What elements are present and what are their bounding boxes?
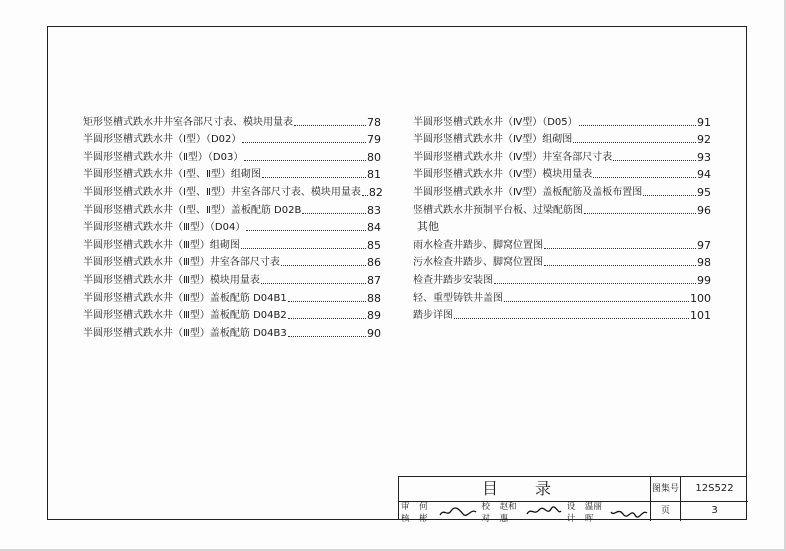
toc-entry-title: 半圆形竖槽式跌水井（Ⅲ型）组砌图 [83,239,240,251]
toc-entry-page: 89 [367,309,381,323]
toc-entry [83,322,381,340]
toc-entry [413,305,711,323]
toc-entry-title: 半圆形竖槽式跌水井（Ⅲ型）盖板配筋 D04B1 [83,292,287,304]
dot-leader [613,160,696,161]
toc-entry [83,164,381,182]
dot-leader [281,265,366,266]
toc-entry-title: 检查井踏步安装图 [413,274,493,286]
toc-entry [413,111,711,129]
toc-entry [413,199,711,217]
dot-leader [544,265,696,266]
dot-leader [504,301,689,302]
dot-leader [294,125,366,126]
toc-entry [413,146,711,164]
toc-entry-page: 98 [697,256,711,270]
dot-leader [584,213,696,214]
signature-row [399,501,651,524]
toc-entry-title: 半圆形竖槽式跌水井（Ⅰ型）（D02） [83,134,242,146]
toc-entry-page: 96 [697,203,711,217]
dot-leader [593,177,696,178]
toc-entry [83,181,381,199]
toc-entry [413,164,711,182]
dot-leader [242,142,366,143]
dot-leader [362,195,368,196]
toc-entry-title: 半圆形竖槽式跌水井（Ⅳ型）组砌图 [413,134,573,146]
title-block [398,476,747,524]
dot-leader [262,177,366,178]
review-label: 审核 [401,501,410,524]
dot-leader [288,336,366,337]
dot-leader [288,301,366,302]
toc-entry-page: 86 [367,256,381,270]
toc-entry-title: 半圆形竖槽式跌水井（Ⅳ型）井室各部尺寸表 [413,151,613,163]
toc-right-column [413,111,711,322]
toc-entry [413,181,711,199]
toc-entry-title: 半圆形竖槽式跌水井（Ⅲ型）模块用量表 [83,274,260,286]
page-label: 页 [651,502,681,521]
toc-entry-page: 82 [368,185,383,199]
checker-name: 赵和惠 [499,501,517,524]
toc-entry-title: 半圆形竖槽式跌水井（Ⅰ型、Ⅱ型）组砌图 [83,169,261,181]
toc-entry-page: 99 [697,273,711,287]
toc-entry [413,269,711,287]
toc-entry [83,146,381,164]
toc-entry-page: 100 [690,291,711,305]
toc-entry [413,129,711,147]
toc-entry-title: 半圆形竖槽式跌水井（Ⅲ型）盖板配筋 D04B2 [83,310,287,322]
dot-leader [261,283,366,284]
toc-entry [83,199,381,217]
designer-signature [608,506,650,518]
atlas-number-label: 图集号 [651,477,681,502]
designer-name: 温丽晖 [584,501,602,524]
toc-entry [83,305,381,323]
dot-leader [573,142,696,143]
toc-entry-title: 雨水检查井踏步、脚窝位置图 [413,239,543,251]
toc-entry-page: 97 [697,238,711,252]
page-number: 3 [711,505,718,516]
toc-entry-page: 91 [697,115,711,129]
toc-entry-page: 81 [367,168,381,182]
toc-entry-page: 101 [690,309,711,323]
toc-entry-title: 半圆形竖槽式跌水井（Ⅳ型）（D05） [413,116,578,128]
toc-entry-title: 半圆形竖槽式跌水井（Ⅲ型）（D04） [83,222,246,234]
dot-leader [288,318,366,319]
dot-leader [244,160,366,161]
toc-entry-title: 半圆形竖槽式跌水井（Ⅰ型、Ⅱ型）盖板配筋 D02B [83,204,302,216]
dot-leader [544,248,696,249]
toc-entry-title: 污水检查井踏步、脚窝位置图 [413,257,543,269]
toc-entry [413,234,711,252]
checker-signature [523,506,565,518]
toc-entry [83,111,381,129]
dot-leader [302,213,366,214]
toc-entry-page: 84 [367,221,381,235]
toc-entry-title: 竖槽式跌水井预制平台板、过梁配筋图 [413,204,583,216]
toc-entry [83,269,381,287]
toc-entry-title: 半圆形竖槽式跌水井（Ⅳ型）模块用量表 [413,169,593,181]
toc-entry-page: 90 [367,326,381,340]
toc-entry-page: 80 [367,150,381,164]
reviewer-name: 何 彬 [419,501,428,524]
toc-entry [83,217,381,235]
toc-entry-page: 78 [367,115,381,129]
toc-entry-title: 半圆形竖槽式跌水井（Ⅲ型）井室各部尺寸表 [83,257,280,269]
toc-entry-page: 93 [697,150,711,164]
toc-entry-page: 83 [367,203,381,217]
dot-leader [241,248,366,249]
toc-entry-page: 79 [367,133,381,147]
dot-leader [494,283,696,284]
toc-entry-title: 半圆形竖槽式跌水井（Ⅱ型）（D03） [83,151,244,163]
dot-leader [246,230,366,231]
design-label: 设计 [566,501,576,524]
check-label: 校对 [481,501,490,524]
toc-entry-page: 92 [697,133,711,147]
toc-entry [413,287,711,305]
toc-entry-title: 轻、重型铸铁井盖图 [413,292,503,304]
toc-entry-page: 85 [367,238,381,252]
toc-entry-title: 半圆形竖槽式跌水井（Ⅰ型、Ⅱ型）井室各部尺寸表、模块用量表 [83,186,361,198]
toc-entry [83,234,381,252]
section-heading-other: 其他 [417,220,439,234]
toc-left-column [83,111,381,340]
toc-entry-page: 87 [367,273,381,287]
toc-entry-page: 94 [697,168,711,182]
toc-entry-title: 半圆形竖槽式跌水井（Ⅳ型）盖板配筋及盖板布置图 [413,186,643,198]
toc-entry-title: 半圆形竖槽式跌水井（Ⅲ型）盖板配筋 D04B3 [83,327,287,339]
toc-entry-page: 88 [367,291,381,305]
atlas-number: 12S522 [681,477,748,502]
toc-entry [83,129,381,147]
toc-entry-title: 踏步详图 [413,310,453,322]
toc-entry-page: 95 [697,185,711,199]
toc-entry-title: 矩形竖槽式跌水井井室各部尺寸表、模块用量表 [83,116,293,128]
toc-entry [413,252,711,270]
page-title: 目 录 [399,477,651,502]
dot-leader [643,195,696,196]
toc-entry [83,287,381,305]
dot-leader [454,318,689,319]
reviewer-signature [437,506,479,518]
dot-leader [579,125,696,126]
toc-entry [83,252,381,270]
